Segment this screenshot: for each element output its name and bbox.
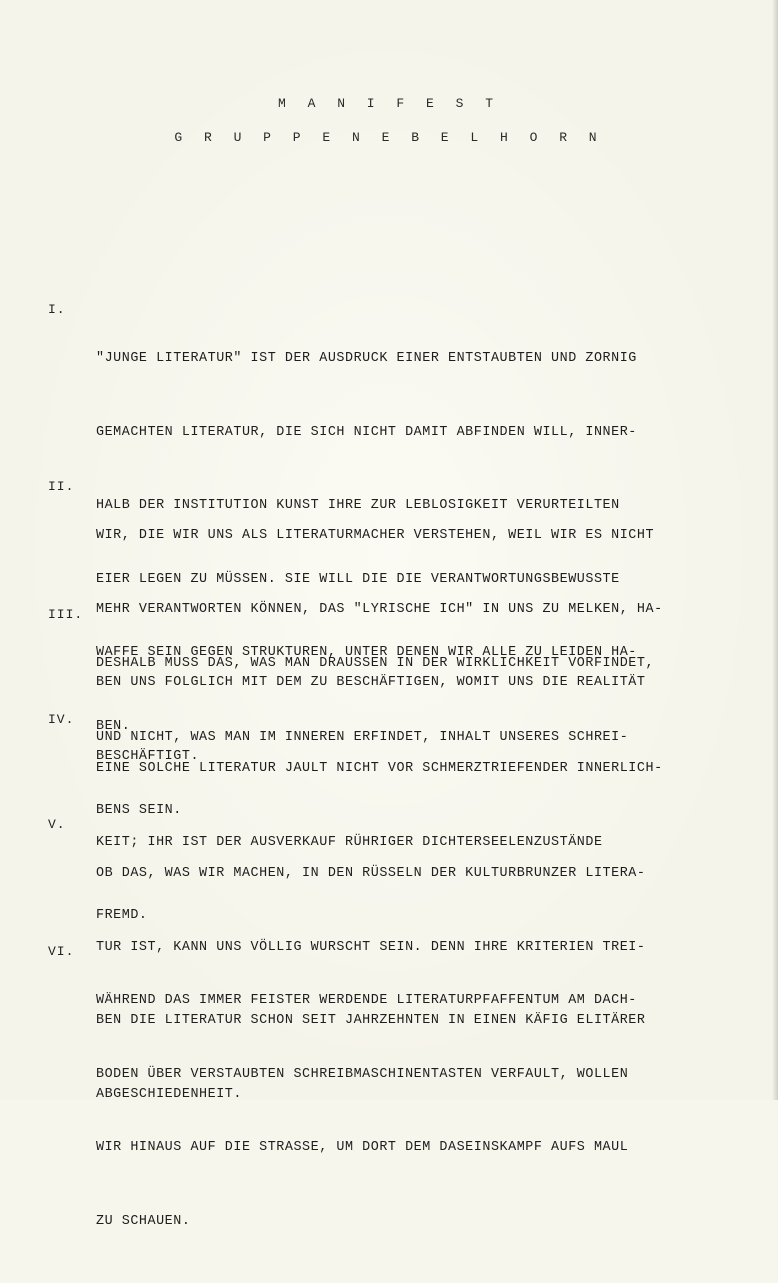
text-line: BEN UNS FOLGLICH MIT DEM ZU BESCHÄFTIGEN, WOMIT UNS DIE REALITÄT — [96, 675, 646, 690]
section-numeral: I. — [48, 302, 66, 317]
text-line: UND NICHT, WAS MAN IM INNEREN ERFINDET, INHALT UNSERES SCHREI- — [96, 729, 629, 745]
text-line: BODEN ÜBER VERSTAUBTEN SCHREIBMASCHINENTASTEN VERFAULT, WOLLEN — [96, 1066, 629, 1082]
section-numeral: V. — [48, 817, 66, 832]
section-numeral: II. — [48, 479, 75, 494]
section-text — [96, 940, 746, 1283]
text-line: BESCHÄFTIGT. — [96, 748, 200, 764]
text-line: KEIT; IHR IST DER AUSVERKAUF RÜHRIGER DICHTERSEELENZUSTÄNDE — [96, 834, 603, 850]
section-numeral: IV. — [48, 712, 75, 727]
text-line: WAFFE SEIN GEGEN STRUKTUREN, UNTER DENEN WIR ALLE ZU LEIDEN HA- — [96, 645, 637, 660]
text-line: GEMACHTEN LITERATUR, DIE SICH NICHT DAMIT ABFINDEN WILL, INNER- — [96, 424, 637, 440]
text-line: EINE SOLCHE LITERATUR JAULT NICHT VOR SCHMERZTRIEFENDER INNERLICH- — [96, 761, 663, 776]
text-line: WIR, DIE WIR UNS ALS LITERATURMACHER VERSTEHEN, WEIL WIR ES NICHT — [96, 528, 655, 543]
text-line: EIER LEGEN ZU MÜSSEN. SIE WILL DIE DIE VERANTWORTUNGSBEWUSSTE — [96, 571, 620, 587]
text-line: WÄHREND DAS IMMER FEISTER WERDENDE LITERATURPFAFFENTUM AM DACH- — [96, 993, 637, 1008]
text-line: BEN DIE LITERATUR SCHON SEIT JAHRZEHNTEN IN EINEN KÄFIG ELITÄRER — [96, 1013, 646, 1028]
text-line: HALB DER INSTITUTION KUNST IHRE ZUR LEBLOSIGKEIT VERURTEILTEN — [96, 498, 620, 513]
document-title: M A N I F E S T — [277, 96, 501, 111]
text-line: FREMD. — [96, 908, 148, 923]
section-numeral: III. — [48, 607, 84, 622]
text-line: MEHR VERANTWORTEN KÖNNEN, DAS "LYRISCHE ICH" IN UNS ZU MELKEN, HA- — [96, 601, 663, 617]
text-line: WIR HINAUS AUF DIE STRASSE, UM DORT DEM DASEINSKAMPF AUFS MAUL — [96, 1140, 629, 1155]
text-line: "JUNGE LITERATUR" IST DER AUSDRUCK EINER ENTSTAUBTEN UND ZORNIG — [96, 351, 637, 366]
text-line: DESHALB MUSS DAS, WAS MAN DRAUSSEN IN DER WIRKLICHKEIT VORFINDET, — [96, 656, 655, 671]
section-numeral: VI. — [48, 944, 75, 959]
text-line: BEN. — [96, 718, 131, 734]
text-line: OB DAS, WAS WIR MACHEN, IN DEN RÜSSELN DER KULTURBRUNZER LITERA- — [96, 866, 646, 881]
page-edge-shadow — [772, 0, 778, 1100]
document-subtitle: G R U P P E N E B E L H O R N — [174, 130, 604, 145]
text-line: ABGESCHIEDENHEIT. — [96, 1086, 242, 1102]
text-line: ZU SCHAUEN. — [96, 1213, 191, 1229]
text-line: TUR IST, KANN UNS VÖLLIG WURSCHT SEIN. DENN IHRE KRITERIEN TREI- — [96, 939, 646, 955]
text-line: BENS SEIN. — [96, 803, 182, 818]
